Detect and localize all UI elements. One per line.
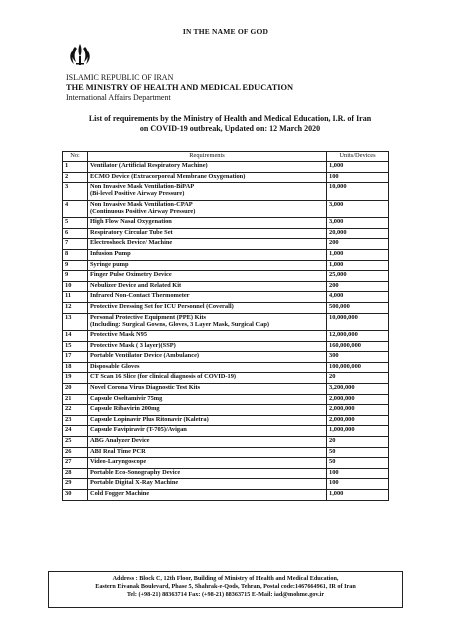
row-number: 14 xyxy=(63,331,88,342)
row-number: 1 xyxy=(63,162,88,173)
row-requirement xyxy=(88,281,327,292)
table-row xyxy=(63,260,389,271)
table-row xyxy=(63,218,389,229)
row-requirement xyxy=(88,200,327,218)
title-line-2: on COVID-19 outbreak, Updated on: 12 March 2020 xyxy=(139,124,321,133)
document-title xyxy=(50,114,410,134)
requirement-line: Non Invasive Mask Ventilation-BiPAP xyxy=(90,183,195,191)
table-row xyxy=(63,436,389,447)
row-requirement xyxy=(88,405,327,416)
requirement-line: Capsule Lopinavir Plus Ritonavir (Kaletra) xyxy=(90,415,209,423)
requirement-line: Disposable Gloves xyxy=(90,362,140,370)
row-units: 10,000 xyxy=(327,183,389,201)
row-units: 12,000,000 xyxy=(327,331,389,342)
table-row xyxy=(63,228,389,239)
row-number: 13 xyxy=(63,313,88,331)
requirement-line: Nebulizer Device and Related Kit xyxy=(90,281,182,289)
requirement-line: (Including: Surgical Gowns, Gloves, 3 Layer Mask, Surgical Cap) xyxy=(90,320,270,328)
row-number: 22 xyxy=(63,405,88,416)
row-units: 200 xyxy=(327,281,389,292)
row-requirement xyxy=(88,292,327,303)
table-row xyxy=(63,384,389,395)
table-row xyxy=(63,162,389,173)
row-units: 1,000 xyxy=(327,489,389,500)
row-units: 100 xyxy=(327,468,389,479)
row-requirement xyxy=(88,341,327,352)
row-number: 23 xyxy=(63,415,88,426)
row-units: 1,000,000 xyxy=(327,426,389,437)
requirement-line: High Flow Nasal Oxygenation xyxy=(90,218,172,226)
footer-address xyxy=(48,571,403,608)
table-row xyxy=(63,331,389,342)
row-requirement xyxy=(88,313,327,331)
title-line-1: List of requirements by the Ministry of Health and Medical Education, I.R. of Iran xyxy=(88,114,372,123)
table-row xyxy=(63,183,389,201)
ministry-name: THE MINISTRY OF HEALTH AND MEDICAL EDUCATION xyxy=(66,83,294,92)
row-requirement xyxy=(88,183,327,201)
row-requirement xyxy=(88,489,327,500)
row-units: 1,000 xyxy=(327,260,389,271)
requirement-line: Respiratory Circular Tube Set xyxy=(90,228,173,236)
row-requirement xyxy=(88,172,327,183)
row-requirement xyxy=(88,228,327,239)
row-requirement xyxy=(88,373,327,384)
table-row xyxy=(63,426,389,437)
row-units: 20 xyxy=(327,373,389,384)
row-units: 100,000,000 xyxy=(327,362,389,373)
row-units: 2,000,000 xyxy=(327,405,389,416)
requirement-line: CT Scan 16 Slice (for clinical diagnosis of COVID-19) xyxy=(90,373,237,381)
table-row xyxy=(63,489,389,500)
table-body xyxy=(63,162,389,501)
row-units: 25,000 xyxy=(327,271,389,282)
row-units: 50 xyxy=(327,458,389,469)
row-number: 24 xyxy=(63,426,88,437)
requirement-line: Cold Fogger Machine xyxy=(90,489,150,497)
requirement-line: Infrared Non-Contact Thermometer xyxy=(90,292,190,300)
row-requirement xyxy=(88,162,327,173)
requirement-line: Protective Dressing Set for ICU Personnel (Coverall) xyxy=(90,302,234,310)
department-name: International Affairs Department xyxy=(66,93,171,102)
row-number: 28 xyxy=(63,468,88,479)
row-requirement xyxy=(88,352,327,363)
row-requirement xyxy=(88,271,327,282)
table-header-row xyxy=(63,152,389,162)
requirement-line: Syringe pump xyxy=(90,260,129,268)
row-units: 100 xyxy=(327,172,389,183)
table-row xyxy=(63,281,389,292)
row-number: 20 xyxy=(63,384,88,395)
row-requirement xyxy=(88,331,327,342)
row-number: 15 xyxy=(63,341,88,352)
requirement-line: Capsule Favipiravir (T-705)/Avigan xyxy=(90,426,187,434)
row-number: 21 xyxy=(63,394,88,405)
row-units: 160,000,000 xyxy=(327,341,389,352)
country-name: ISLAMIC REPUBLIC OF IRAN xyxy=(66,73,174,82)
row-units: 1,000 xyxy=(327,162,389,173)
footer-line-1: Address : Block C, 12th Floor, Building of Ministry of Health and Medical Education, xyxy=(112,575,339,582)
requirement-line: (Bi-level Positive Airway Pressure) xyxy=(90,190,185,198)
row-number: 19 xyxy=(63,373,88,384)
requirement-line: ECMO Device (Extracorporeal Membrane Oxygenation) xyxy=(90,172,246,180)
iran-emblem-icon xyxy=(68,42,92,68)
row-number: 4 xyxy=(63,200,88,218)
row-units: 500,000 xyxy=(327,302,389,313)
requirement-line: Non Invasive Mask Ventilation-CPAP xyxy=(90,200,193,208)
table-row xyxy=(63,373,389,384)
requirement-line: Ventilator (Artificial Respiratory Machine) xyxy=(90,162,208,169)
table-row xyxy=(63,362,389,373)
row-requirement xyxy=(88,218,327,229)
row-number: 30 xyxy=(63,489,88,500)
table-row xyxy=(63,302,389,313)
header-no: No: xyxy=(63,152,88,162)
requirement-line: ABI Real Time PCR xyxy=(90,447,146,455)
row-units: 50 xyxy=(327,447,389,458)
row-units: 20 xyxy=(327,436,389,447)
row-requirement xyxy=(88,436,327,447)
table-row xyxy=(63,200,389,218)
footer-line-3: Tel: (+98-21) 88363714 Fax: (+98-21) 88363715 E-Mail: iad@mohme.gov.ir xyxy=(126,591,325,598)
requirement-line: ABG Analyzer Device xyxy=(90,436,150,444)
row-requirement xyxy=(88,394,327,405)
row-requirement xyxy=(88,239,327,250)
row-requirement xyxy=(88,426,327,437)
requirement-line: Electroshock Device/ Machine xyxy=(90,239,173,247)
requirement-line: Infusion Pump xyxy=(90,249,131,257)
row-requirement xyxy=(88,415,327,426)
requirement-line: Capsule Ribavirin 200mg xyxy=(90,405,160,413)
row-units: 300 xyxy=(327,352,389,363)
row-requirement xyxy=(88,447,327,458)
table-row xyxy=(63,271,389,282)
row-number: 7 xyxy=(63,239,88,250)
row-number: 25 xyxy=(63,436,88,447)
table-row xyxy=(63,479,389,490)
row-number: 27 xyxy=(63,458,88,469)
requirement-line: Portable Eco-Sonography Device xyxy=(90,468,181,476)
table-row xyxy=(63,239,389,250)
row-requirement xyxy=(88,384,327,395)
row-requirement xyxy=(88,458,327,469)
requirement-line: Portable Digital X-Ray Machine xyxy=(90,479,179,487)
requirement-line: Protective Mask ( 3 layer)(SSP) xyxy=(90,341,176,349)
row-number: 9 xyxy=(63,260,88,271)
row-number: 12 xyxy=(63,302,88,313)
requirements-table xyxy=(62,151,389,501)
row-units: 100 xyxy=(327,479,389,490)
table-row xyxy=(63,468,389,479)
row-number: 5 xyxy=(63,218,88,229)
requirement-line: Capsule Oseltamivir 75mg xyxy=(90,394,163,402)
header-units: Units/Devices xyxy=(327,152,389,162)
requirement-line: Novel Corona Virus Diagnostic Test Kits xyxy=(90,384,201,391)
row-requirement xyxy=(88,468,327,479)
row-requirement xyxy=(88,302,327,313)
row-number: 9 xyxy=(63,271,88,282)
row-units: 3,000 xyxy=(327,200,389,218)
row-number: 6 xyxy=(63,228,88,239)
row-requirement xyxy=(88,479,327,490)
requirement-line: Video-Laryngoscope xyxy=(90,458,147,466)
table-row xyxy=(63,341,389,352)
page-header: IN THE NAME OF GOD xyxy=(182,27,269,36)
table-row xyxy=(63,292,389,303)
footer-line-2: Eastern Eivanak Boulevard, Phase 5, Shahrak-e-Qods, Tehran, Postal code:1467664961, IR of Iran xyxy=(95,583,356,590)
table-row xyxy=(63,405,389,416)
row-number: 11 xyxy=(63,292,88,303)
header-requirements: Requirements xyxy=(88,152,327,162)
table-row xyxy=(63,415,389,426)
row-requirement xyxy=(88,260,327,271)
organization-block xyxy=(66,73,293,103)
row-units: 2,000,000 xyxy=(327,394,389,405)
table-row xyxy=(63,313,389,331)
row-number: 17 xyxy=(63,352,88,363)
row-number: 26 xyxy=(63,447,88,458)
row-number: 8 xyxy=(63,249,88,260)
row-units: 4,000 xyxy=(327,292,389,303)
table-row xyxy=(63,394,389,405)
row-units: 2,000,000 xyxy=(327,415,389,426)
row-units: 3,000 xyxy=(327,218,389,229)
row-units: 1,000 xyxy=(327,249,389,260)
table-row xyxy=(63,352,389,363)
table-row xyxy=(63,458,389,469)
requirement-line: Finger Pulse Oximetry Device xyxy=(90,271,172,279)
table-row xyxy=(63,172,389,183)
row-requirement xyxy=(88,362,327,373)
table-row xyxy=(63,447,389,458)
requirement-line: (Continuous Positive Airway Pressure) xyxy=(90,207,196,215)
row-units: 10,000,000 xyxy=(327,313,389,331)
row-number: 3 xyxy=(63,183,88,201)
row-units: 3,200,000 xyxy=(327,384,389,395)
row-number: 29 xyxy=(63,479,88,490)
row-requirement xyxy=(88,249,327,260)
table-row xyxy=(63,249,389,260)
row-units: 200 xyxy=(327,239,389,250)
requirement-line: Protective Mask N95 xyxy=(90,331,148,339)
row-number: 10 xyxy=(63,281,88,292)
row-number: 18 xyxy=(63,362,88,373)
requirement-line: Portable Ventilator Device (Ambulance) xyxy=(90,352,200,360)
row-units: 20,000 xyxy=(327,228,389,239)
requirement-line: Personal Protective Equipment (PPE) Kits xyxy=(90,313,206,321)
row-number: 2 xyxy=(63,172,88,183)
